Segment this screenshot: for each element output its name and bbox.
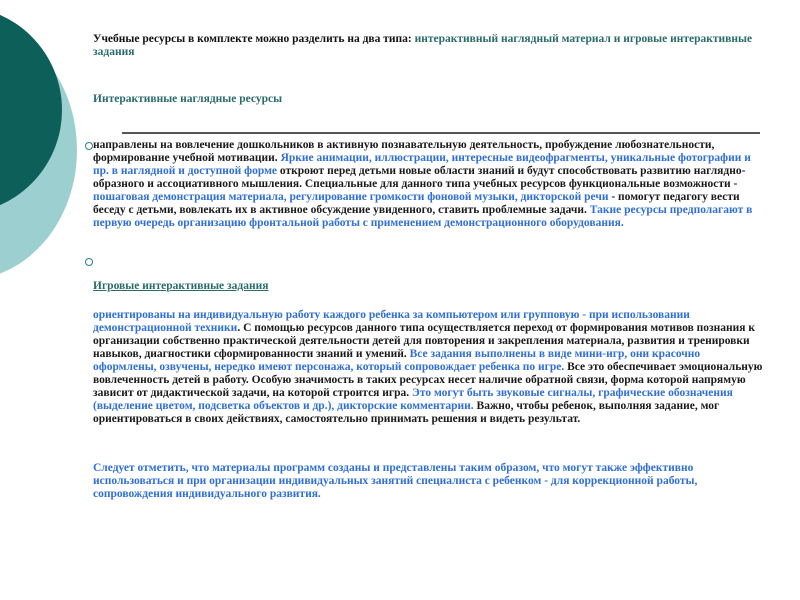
intro-text xyxy=(93,33,763,59)
divider xyxy=(122,132,760,134)
highlight-text: Это могут быть звуковые сигналы, графические обозначения (выделение цветом, подсветка объектов и др.), дикторские комментарии. xyxy=(93,387,733,412)
highlight-text: Такие ресурсы предполагают в первую очередь организацию фронтальной работы с применением демонстрационного оборудования. xyxy=(93,204,753,229)
conclusion: Следует отметить, что материалы программ созданы и представлены таким образом, что могут также эффективно использоваться и при организации индивидуальных занятий специалиста с ребенком - для коррекционной работы, сопровождения индивидуального развития. xyxy=(93,462,698,500)
highlight-text: Все задания выполнены в виде мини-игр, они красочно оформлены, озвучены, нередко имеют персонажа, который сопровождает ребенка по игре. xyxy=(93,348,701,373)
bullet-icon xyxy=(85,142,93,150)
section2-heading: Игровые интерактивные задания xyxy=(93,280,269,292)
intro-lead: Учебные ресурсы в комплекте можно разделить на два типа: xyxy=(93,33,415,45)
text: откроют перед детьми новые области знаний и будут способствовать развитию наглядно-образного и ассоциативного мышления. Специальные для данного типа учебных ресурсов функциональные возможности - xyxy=(93,165,746,190)
bullet-icon xyxy=(85,258,93,266)
intro-types: интерактивный наглядный материал и игровые интерактивные задания xyxy=(93,33,753,58)
highlight-text: ориентированы на индивидуальную работу каждого ребенка за компьютером или групповую - при использовании демонстрационной техники xyxy=(93,309,690,334)
section1-body xyxy=(93,139,765,230)
text: . С помощью ресурсов данного типа осуществляется переход от формирования мотивов познания к организации собственно практической деятельности детей для повторения и закрепления материала, развития и тренировки навыков, диагностики сформированности знаний и умений. xyxy=(93,322,756,360)
text: Все это обеспечивает эмоциональную вовлеченность детей в работу. Особую значимость в таких ресурсах несет наличие обратной связи, форма которой напрямую зависит от дидактической задачи, на которой строится игра. xyxy=(93,361,763,399)
highlight-text: пошаговая демонстрация материала, регулирование громкости фоновой музыки, дикторской речи xyxy=(93,191,609,203)
section2-body xyxy=(93,309,765,426)
text: направлены на вовлечение дошкольников в активную познавательную деятельность, пробуждение любознательности, формирование учебной мотивации. xyxy=(93,139,715,164)
text: - помогут педагогу вести беседу с детьми, вовлекать их в активное обсуждение увиденного, ставить проблемные задачи. xyxy=(93,191,740,216)
highlight-text: Яркие анимации, иллюстрации, интересные видеофрагменты, уникальные фотографии и пр. в наглядной и доступной форме xyxy=(93,152,751,177)
text: Важно, чтобы ребенок, выполняя задание, мог ориентироваться в своих действиях, самостоятельно принимать решения и видеть результат. xyxy=(93,400,720,425)
section1-heading: Интерактивные наглядные ресурсы xyxy=(93,93,283,105)
